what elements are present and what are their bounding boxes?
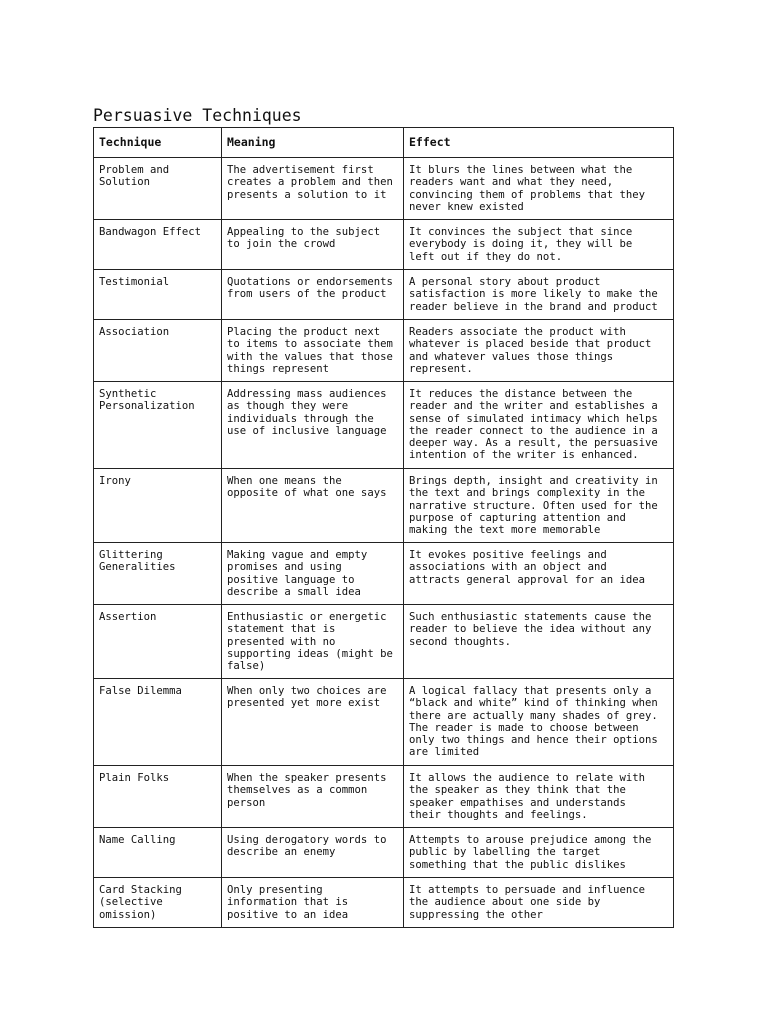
techniques-table	[93, 127, 674, 928]
table-body	[94, 158, 674, 928]
cell-technique: Glittering Generalities	[94, 543, 222, 605]
cell-effect: It convinces the subject that since everybody is doing it, they will be left out if they do not.	[404, 220, 674, 270]
cell-technique: Name Calling	[94, 828, 222, 878]
cell-effect: It blurs the lines between what the readers want and what they need, convincing them of problems that they never knew existed	[404, 158, 674, 220]
cell-technique: Bandwagon Effect	[94, 220, 222, 270]
table-row	[94, 766, 674, 828]
table-row	[94, 382, 674, 469]
cell-effect: It reduces the distance between the reader and the writer and establishes a sense of simulated intimacy which helps the reader connect to the audience in a deeper way. As a result, the persuasive intention of the writer is enhanced.	[404, 382, 674, 469]
cell-meaning: Appealing to the subject to join the crowd	[222, 220, 404, 270]
table-row	[94, 320, 674, 382]
cell-meaning: Using derogatory words to describe an enemy	[222, 828, 404, 878]
cell-meaning: Only presenting information that is positive to an idea	[222, 878, 404, 928]
table-row	[94, 158, 674, 220]
page-title: Persuasive Techniques	[93, 106, 302, 125]
cell-effect: Such enthusiastic statements cause the reader to believe the idea without any second thoughts.	[404, 605, 674, 679]
cell-effect: It evokes positive feelings and associations with an object and attracts general approval for an idea	[404, 543, 674, 605]
column-header-meaning: Meaning	[222, 128, 404, 158]
table-row	[94, 270, 674, 320]
table-row	[94, 543, 674, 605]
cell-technique: Problem and Solution	[94, 158, 222, 220]
cell-technique: Irony	[94, 469, 222, 543]
table-row	[94, 469, 674, 543]
cell-technique: Synthetic Personalization	[94, 382, 222, 469]
cell-technique: Plain Folks	[94, 766, 222, 828]
column-header-technique: Technique	[94, 128, 222, 158]
cell-meaning: When the speaker presents themselves as a common person	[222, 766, 404, 828]
table-row	[94, 828, 674, 878]
cell-meaning: Enthusiastic or energetic statement that is presented with no supporting ideas (might be false)	[222, 605, 404, 679]
cell-effect: Brings depth, insight and creativity in the text and brings complexity in the narrative structure. Often used for the purpose of capturing attention and making the text more memorable	[404, 469, 674, 543]
cell-technique: Assertion	[94, 605, 222, 679]
table-row	[94, 605, 674, 679]
cell-meaning: The advertisement first creates a problem and then presents a solution to it	[222, 158, 404, 220]
table-header-row	[94, 128, 674, 158]
cell-meaning: Addressing mass audiences as though they were individuals through the use of inclusive language	[222, 382, 404, 469]
cell-meaning: Placing the product next to items to associate them with the values that those things represent	[222, 320, 404, 382]
cell-meaning: When only two choices are presented yet more exist	[222, 679, 404, 766]
column-header-effect: Effect	[404, 128, 674, 158]
table-row	[94, 220, 674, 270]
cell-meaning: When one means the opposite of what one says	[222, 469, 404, 543]
table-row	[94, 878, 674, 928]
cell-effect: Readers associate the product with whatever is placed beside that product and whatever values those things represent.	[404, 320, 674, 382]
cell-meaning: Making vague and empty promises and using positive language to describe a small idea	[222, 543, 404, 605]
cell-technique: Testimonial	[94, 270, 222, 320]
cell-technique: False Dilemma	[94, 679, 222, 766]
cell-technique: Association	[94, 320, 222, 382]
cell-effect: Attempts to arouse prejudice among the public by labelling the target something that the public dislikes	[404, 828, 674, 878]
cell-effect: A personal story about product satisfaction is more likely to make the reader believe in the brand and product	[404, 270, 674, 320]
cell-effect: A logical fallacy that presents only a “black and white” kind of thinking when there are actually many shades of grey. The reader is made to choose between only two things and hence their options are limited	[404, 679, 674, 766]
cell-effect: It attempts to persuade and influence the audience about one side by suppressing the other	[404, 878, 674, 928]
cell-effect: It allows the audience to relate with the speaker as they think that the speaker empathises and understands their thoughts and feelings.	[404, 766, 674, 828]
cell-meaning: Quotations or endorsements from users of the product	[222, 270, 404, 320]
table-row	[94, 679, 674, 766]
cell-technique: Card Stacking (selective omission)	[94, 878, 222, 928]
